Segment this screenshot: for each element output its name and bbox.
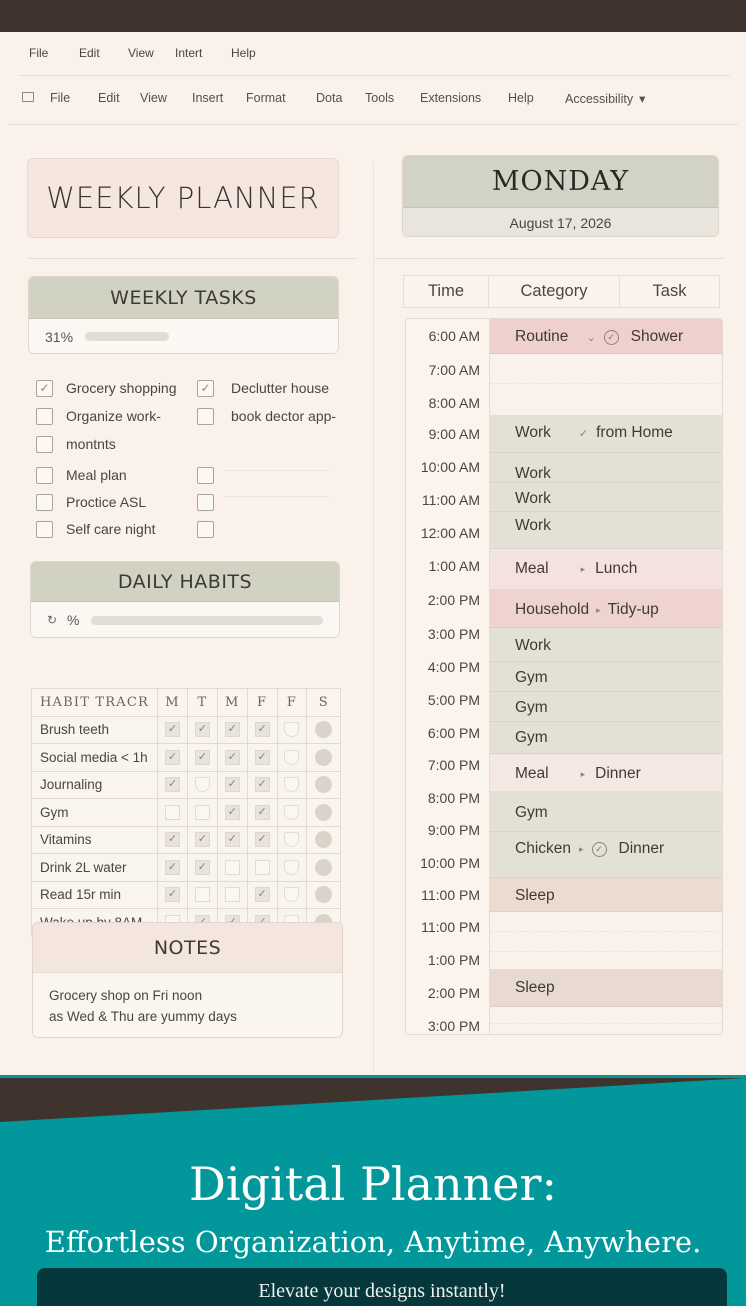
habit-cell[interactable] [277,716,307,744]
entry-content [515,637,551,655]
cta-button[interactable] [37,1268,727,1306]
empty-box-icon [225,887,240,902]
habit-cell[interactable] [247,771,277,799]
time-label: 8:00 PM [427,790,480,806]
entry-category: Household [515,601,590,618]
empty-box-icon [255,860,270,875]
schedule-blocks [490,319,722,1034]
task-label: montnts [66,436,116,452]
habit-cell[interactable] [187,881,217,909]
filled-marker-icon [315,776,332,793]
schedule-entry[interactable] [490,319,722,354]
task-item[interactable] [36,434,116,454]
checkmark-icon: ✓ [255,750,270,765]
menu-tools[interactable]: Tools [365,91,395,105]
habit-cell[interactable] [158,881,188,909]
checkmark-icon: ✓ [195,722,210,737]
filled-marker-icon [315,749,332,766]
empty-task-line [224,496,329,497]
entry-category: Gym [515,669,548,686]
entry-category: Work [515,517,551,534]
task-item[interactable] [36,406,161,426]
schedule-entry[interactable] [490,415,722,453]
entry-category: Routine [515,328,569,345]
habit-name: Gym [32,799,158,827]
empty-marker-icon [195,777,210,792]
filled-marker-icon [315,804,332,821]
habit-cell[interactable] [277,881,307,909]
habit-cell[interactable] [187,826,217,854]
promo-title: Digital Planner: [188,1157,558,1211]
menu-help-2[interactable]: Help [508,91,534,105]
menu-help[interactable]: Help [231,46,256,60]
document-icon [22,92,34,102]
day-header: F [247,689,277,717]
schedule-entry[interactable] [490,512,722,549]
menu-divider [18,75,730,76]
day-header: T [187,689,217,717]
entry-task: Shower [630,328,684,345]
task-item[interactable] [36,378,177,398]
menu-view-2[interactable]: View [140,91,167,105]
habit-cell[interactable] [187,716,217,744]
entry-content [515,979,555,997]
menu-edit[interactable]: Edit [79,46,100,60]
check-circle-icon: ✓ [604,330,619,345]
weekly-tasks-title: WEEKLY TASKS [110,286,257,309]
column-divider [373,162,374,1072]
window-top-bar [0,0,746,32]
entry-content [515,601,659,619]
habit-cell[interactable] [187,799,217,827]
habit-header-row [32,689,341,717]
app-window [0,32,746,1092]
habit-cell[interactable] [158,716,188,744]
daily-habits-card [30,561,340,638]
habit-name: Drink 2L water [32,854,158,882]
menu-insert[interactable]: Intert [175,46,203,60]
checkmark-icon: ✓ [165,832,180,847]
entry-category: Sleep [515,979,555,996]
time-label: 10:00 PM [420,855,480,871]
cta-label: Elevate your designs instantly! [258,1280,506,1302]
entry-content [515,424,673,442]
habit-cell[interactable] [217,771,247,799]
entry-category: Work [515,465,551,482]
empty-marker-icon [284,722,299,737]
entry-category: Work [515,490,551,507]
left-divider [28,258,358,259]
check-circle-icon: ✓ [592,842,607,857]
daily-habits-progress [31,602,339,638]
day-header: M [158,689,188,717]
habit-cell[interactable] [307,799,341,827]
habit-cell[interactable] [307,881,341,909]
time-label: 9:00 PM [427,822,480,838]
schedule-entry[interactable] [490,590,722,628]
arrow-right-icon: ▸ [579,843,584,854]
habit-cell[interactable] [187,771,217,799]
chevron-down-icon: ✓ [578,427,589,440]
empty-box-icon [225,860,240,875]
schedule-header [403,275,720,308]
time-label: 12:00 AM [420,525,480,541]
task-label: Organize work- [66,408,161,424]
habit-cell[interactable] [307,716,341,744]
toolbar-divider [8,124,738,125]
habit-cell[interactable] [247,826,277,854]
right-divider [375,258,725,259]
filled-marker-icon [315,886,332,903]
weekly-tasks-progress-bar [85,332,169,341]
habit-cell[interactable] [217,826,247,854]
schedule-entry[interactable] [490,722,722,754]
time-label: 5:00 PM [427,692,480,708]
checkmark-icon: ✓ [225,722,240,737]
schedule-entry[interactable] [490,549,722,590]
habit-name: Read 15r min [32,881,158,909]
notes-line: Grocery shop on Fri noon [49,988,203,1003]
time-label: 6:00 AM [428,328,480,344]
notes-card [32,922,343,1038]
row-line [490,1023,722,1024]
checkbox[interactable] [197,467,214,484]
time-label: 1:00 AM [428,558,480,574]
time-column [406,319,490,1034]
empty-marker-icon [284,750,299,765]
habit-cell[interactable] [277,744,307,772]
task-item-empty[interactable] [197,492,214,512]
arrow-right-icon: ▸ [596,604,601,615]
checkbox-checked[interactable]: ✓ [36,380,53,397]
checkmark-icon: ✓ [255,777,270,792]
habit-tracker-header: HABIT TRACR [32,689,158,717]
habit-cell[interactable] [247,799,277,827]
entry-content [515,517,551,535]
entry-task: Dinner [618,840,665,857]
empty-marker-icon [284,777,299,792]
habit-cell[interactable] [307,854,341,882]
habit-cell[interactable] [158,771,188,799]
notes-header [33,923,342,973]
schedule-entry[interactable] [490,754,722,792]
entry-content [515,328,683,346]
empty-marker-icon [284,887,299,902]
menu-file[interactable]: File [29,46,49,60]
time-label: 8:00 AM [428,395,480,411]
entry-content [515,729,548,747]
checkmark-icon: ✓ [225,750,240,765]
daily-habits-progress-bar [91,616,323,625]
chevron-down-icon: ⌄ [586,331,596,344]
habit-name: Journaling [32,771,158,799]
entry-content [515,765,641,783]
habit-row [32,826,341,854]
entry-content [515,669,548,687]
checkbox[interactable] [197,521,214,538]
entry-content [515,840,664,858]
checkmark-icon: ✓ [255,805,270,820]
entry-content [515,560,637,578]
day-card [402,155,719,237]
entry-category: Work [515,637,551,654]
filled-marker-icon [315,721,332,738]
sync-icon: ↻ [47,613,58,627]
day-name-header [403,156,718,208]
checkbox[interactable] [197,408,214,425]
habit-cell[interactable] [158,854,188,882]
task-label: Declutter house [231,380,330,396]
column-time: Time [404,276,489,307]
menu-insert-2[interactable]: Insert [192,91,224,105]
task-item[interactable] [36,492,146,512]
time-label: 11:00 PM [421,887,480,903]
notes-title: NOTES [153,936,222,959]
schedule-entry[interactable] [490,692,722,722]
habit-name: Vitamins [32,826,158,854]
time-label: 4:00 PM [427,659,480,675]
habit-cell[interactable] [307,826,341,854]
checkmark-icon: ✓ [165,777,180,792]
entry-task: from Home [596,424,673,441]
habit-cell[interactable] [277,854,307,882]
entry-category: Work [515,424,551,441]
checkmark-icon: ✓ [165,860,180,875]
checkbox[interactable] [36,521,53,538]
habit-cell[interactable] [217,744,247,772]
menu-data[interactable]: Dota [316,91,343,105]
checkmark-icon: ✓ [165,887,180,902]
time-label: 11:00 AM [421,492,480,508]
habit-name: Brush teeth [32,716,158,744]
entry-content [515,465,551,483]
time-label: 2:00 PM [427,592,480,608]
weekly-tasks-header [29,277,338,319]
habit-tracker-table [31,688,341,937]
entry-task: Lunch [595,560,638,577]
task-label: book dector app- [231,408,337,424]
entry-category: Gym [515,729,548,746]
row-line [490,951,722,952]
day-header: S [307,689,341,717]
habit-cell[interactable] [247,854,277,882]
habit-cell[interactable] [217,716,247,744]
entry-category: Gym [515,699,548,716]
habit-cell[interactable] [217,854,247,882]
entry-category: Chicken [515,840,571,857]
column-category: Category [489,276,620,307]
habit-cell[interactable] [247,716,277,744]
checkmark-icon: ✓ [255,832,270,847]
day-header: M [217,689,247,717]
habit-row [32,771,341,799]
habit-row [32,881,341,909]
notes-line: as Wed & Thu are yummy days [49,1009,237,1024]
time-label: 7:00 AM [428,362,480,378]
checkmark-icon: ✓ [165,750,180,765]
time-label: 10:00 AM [420,459,480,475]
habit-cell[interactable] [277,826,307,854]
task-item-empty[interactable] [197,519,214,539]
chevron-down-icon: ▾ [639,92,646,106]
empty-task-line [224,470,329,471]
schedule-entry[interactable] [490,878,722,912]
checkmark-icon: ✓ [195,750,210,765]
checkbox[interactable] [36,467,53,484]
menu-accessibility-label: Accessibility [565,92,634,106]
time-label: 1:00 PM [427,952,480,968]
time-label: 7:00 PM [427,757,480,773]
checkmark-icon: ✓ [225,832,240,847]
schedule-grid [405,318,723,1035]
time-label: 3:00 PM [427,1018,480,1034]
column-task: Task [652,282,687,300]
task-label: Grocery shopping [66,380,177,396]
day-date: August 17, 2026 [403,208,718,237]
task-label: Self care night [66,521,156,537]
checkmark-icon: ✓ [195,832,210,847]
time-label: 2:00 PM [427,985,480,1001]
task-item[interactable] [36,465,127,485]
habit-cell[interactable] [217,881,247,909]
habit-cell[interactable] [158,826,188,854]
weekly-tasks-card [28,276,339,354]
schedule-entry[interactable] [490,662,722,692]
checkmark-icon: ✓ [255,887,270,902]
arrow-right-icon: ▸ [580,563,586,574]
checkmark-icon: ✓ [225,777,240,792]
habit-cell[interactable] [187,854,217,882]
row-line [490,931,722,932]
daily-habits-header [31,562,339,602]
entry-task: Tidy-up [607,601,659,618]
task-label: Meal plan [66,467,127,483]
menu-file-2[interactable]: File [50,91,71,105]
habit-cell[interactable] [307,771,341,799]
time-label: 11:00 PM [421,919,480,935]
arrow-right-icon: ▸ [580,768,586,779]
daily-habits-percent: % [67,612,80,628]
habit-row [32,716,341,744]
planner-title: WEEKLY PLANNER [46,181,320,215]
checkmark-icon: ✓ [165,722,180,737]
promo-subtitle: Effortless Organization, Anytime, Anywhere. [44,1225,702,1259]
menu-extensions[interactable]: Extensions [420,91,482,105]
time-label: 6:00 PM [427,725,480,741]
notes-body[interactable] [33,973,342,1038]
habit-cell[interactable] [247,744,277,772]
filled-marker-icon [315,859,332,876]
habit-row [32,854,341,882]
habit-row [32,744,341,772]
habit-cell[interactable] [158,799,188,827]
entry-category: Sleep [515,887,555,904]
habit-cell[interactable] [187,744,217,772]
empty-box-icon [195,805,210,820]
checkmark-icon: ✓ [255,722,270,737]
menu-view[interactable]: View [128,46,154,60]
weekly-tasks-percent: 31% [45,328,74,345]
task-item-empty[interactable] [197,465,214,485]
entry-content [515,490,551,508]
entry-category: Meal [515,765,549,782]
entry-content [515,887,555,905]
planner-title-card [27,158,339,238]
empty-marker-icon [284,832,299,847]
entry-content [515,804,548,822]
day-name: MONDAY [491,166,630,197]
checkbox[interactable] [197,494,214,511]
task-item[interactable] [197,406,336,426]
menu-edit-2[interactable]: Edit [98,91,120,105]
habit-cell[interactable] [247,881,277,909]
habit-cell[interactable] [277,799,307,827]
empty-box-icon [195,887,210,902]
empty-marker-icon [284,805,299,820]
checkbox[interactable] [36,494,53,511]
day-header: F [277,689,307,717]
row-line [490,383,722,384]
checkbox[interactable] [36,408,53,425]
schedule-entry[interactable] [490,792,722,832]
daily-habits-title: DAILY HABITS [117,570,253,593]
schedule-entry[interactable] [490,483,722,512]
checkbox[interactable] [36,436,53,453]
empty-marker-icon [284,860,299,875]
schedule-entry[interactable] [490,628,722,662]
empty-box-icon [165,805,180,820]
time-label: 3:00 PM [427,626,480,642]
filled-marker-icon [315,831,332,848]
habit-cell[interactable] [158,744,188,772]
schedule-entry[interactable] [490,832,722,878]
habit-name: Social media < 1h [32,744,158,772]
menu-format[interactable]: Format [246,91,286,105]
weekly-tasks-progress [29,319,338,354]
habit-cell[interactable] [277,771,307,799]
task-item[interactable] [36,519,156,539]
task-label: Proctice ASL [66,494,147,510]
task-item[interactable] [197,378,329,398]
entry-content [515,699,548,717]
checkmark-icon: ✓ [195,860,210,875]
checkmark-icon: ✓ [225,805,240,820]
schedule-entry[interactable] [490,969,722,1007]
habit-cell[interactable] [217,799,247,827]
time-label: 9:00 AM [428,426,480,442]
schedule-entry[interactable] [490,453,722,483]
habit-cell[interactable] [307,744,341,772]
menu-accessibility[interactable] [565,91,645,106]
checkbox-checked[interactable]: ✓ [197,380,214,397]
habit-row [32,799,341,827]
entry-category: Meal [515,560,549,577]
entry-category: Gym [515,804,548,821]
entry-task: Dinner [595,765,641,782]
